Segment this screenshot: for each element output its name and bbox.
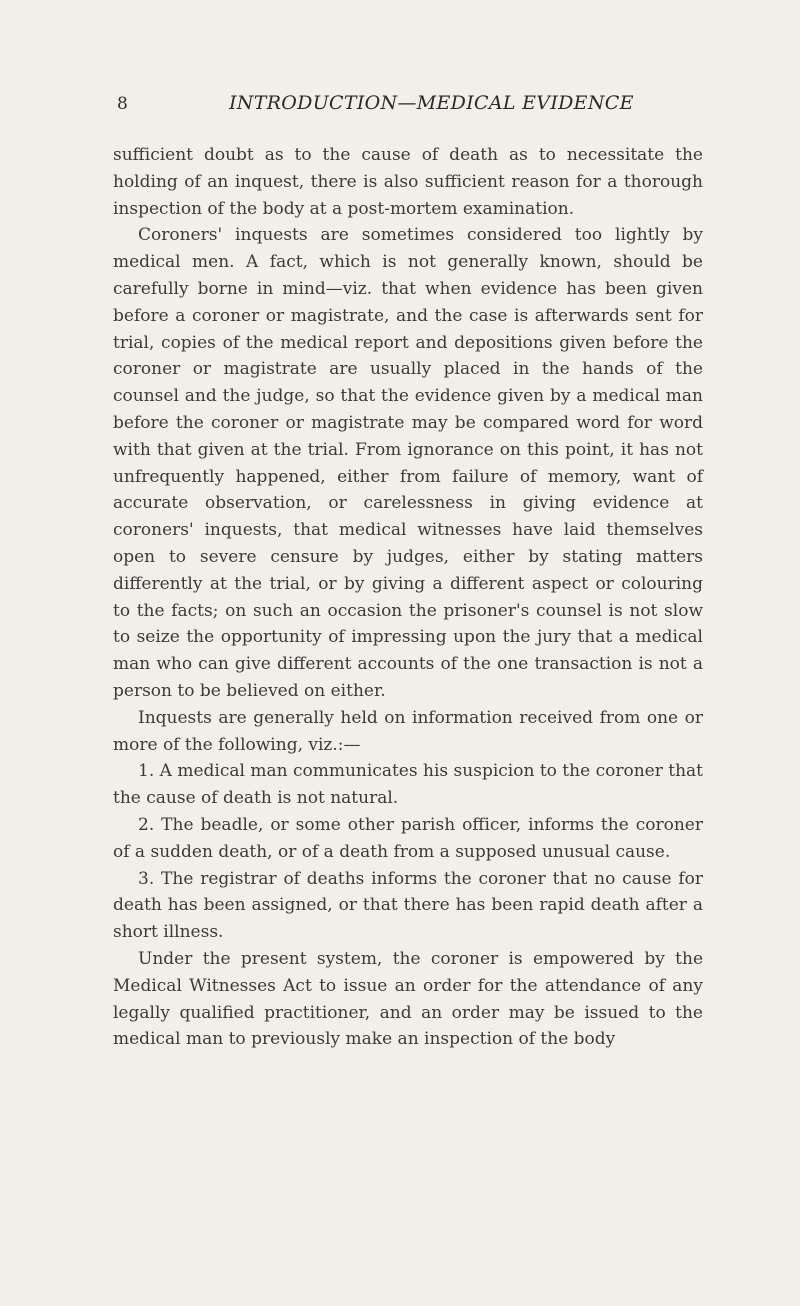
running-title: INTRODUCTION—MEDICAL EVIDENCE	[229, 92, 634, 114]
paragraph-coroners-inquests: Coroners' inquests are sometimes considered too lightly by medical men. A fact, which is not generally known, should be carefully borne in mind—viz. that when evidence has been given before a coroner or magistrate, and the case is afterwards sent for trial, copies of the medical report and depositions given before the coroner or magistrate are usually placed in the hands of the counsel and the judge, so that the evidence given by a medical man before the coroner or magistrate may be compared word for word with that given at the trial. From ignorance on this point, it has not unfrequently happened, either from failure of memory, want of accurate observation, or carelessness in giving evidence at coroners' inquests, that medical witnesses have laid themselves open to severe censure by judges, either by stating matters differently at the trial, or by giving a different aspect or colouring to the facts; on such an occasion the prisoner's counsel is not slow to seize the opportunity of impressing upon the jury that a medical man who can give different accounts of the one transaction is not a person to be believed on either.	[113, 225, 703, 701]
list-item-registrar: 3. The registrar of deaths informs the coroner that no cause for death has been assigned, or that there has been rapid death after a short illness.	[113, 868, 703, 943]
list-item-beadle: 2. The beadle, or some other parish officer, informs the coroner of a sudden death, or of a death from a supposed unusual cause.	[113, 814, 703, 862]
list-item-medical-man: 1. A medical man communicates his suspicion to the coroner that the cause of death is not natural.	[113, 761, 703, 809]
paragraph-present-system: Under the present system, the coroner is empowered by the Medical Witnesses Act to issue an order for the attendance of any legally qualified practitioner, and an order may be issued to the medical man to previously make an inspection of the body	[113, 948, 703, 1050]
paragraph-inquest-information: Inquests are generally held on information received from one or more of the following, viz.:—	[113, 707, 703, 755]
paragraph-continuation: sufficient doubt as to the cause of death as to necessitate the holding of an inquest, there is also sufficient reason for a thorough inspection of the body at a post-mortem examination.	[113, 145, 703, 219]
page-number: 8	[117, 94, 128, 114]
page-header	[117, 94, 701, 118]
body-text	[113, 142, 703, 1053]
